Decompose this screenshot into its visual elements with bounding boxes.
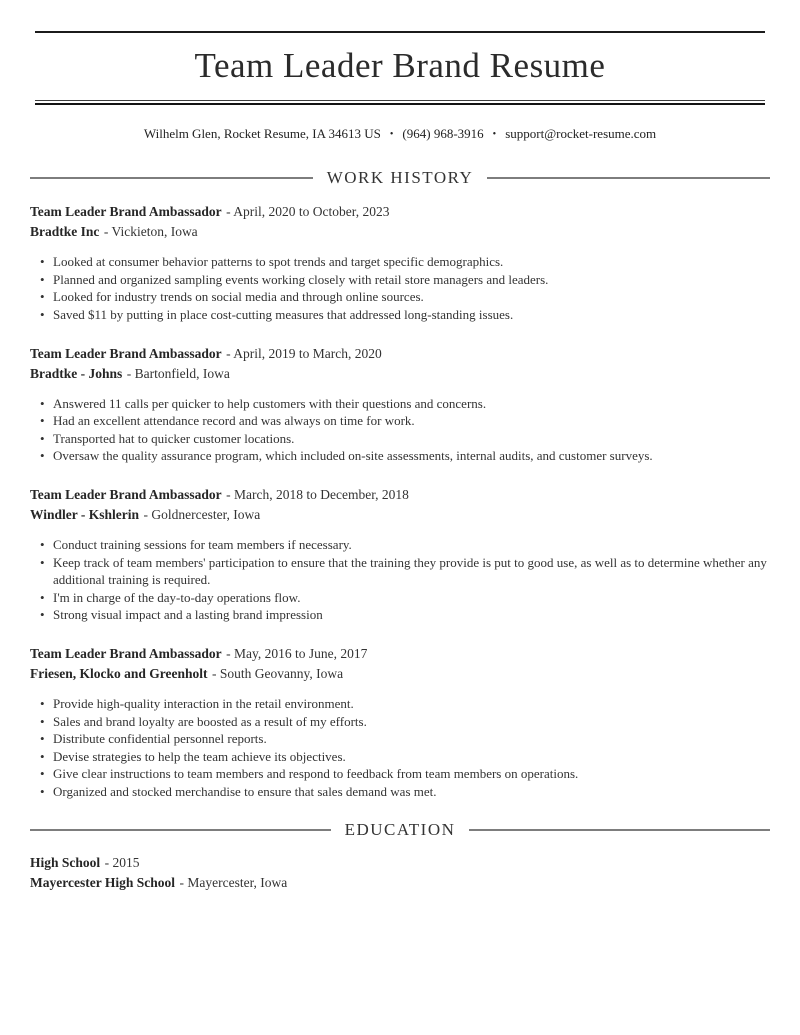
section-education: [30, 820, 770, 840]
job-bullet-list: [30, 536, 770, 624]
job-company: Friesen, Klocko and Greenholt: [30, 665, 208, 681]
job-dates: - May, 2016 to June, 2017: [226, 645, 368, 661]
job-location: - Vickieton, Iowa: [103, 224, 198, 240]
job-bullet: • Provide high-quality interaction in the retail environment.: [30, 695, 770, 713]
job-company-line: [30, 664, 770, 684]
education-school: Mayercester High School: [30, 874, 175, 890]
job-company-line: [30, 505, 770, 525]
contact-address: Wilhelm Glen, Rocket Resume, IA 34613 US: [143, 126, 381, 142]
job-bullet: • Devise strategies to help the team achieve its objectives.: [30, 748, 770, 766]
job-company: Bradtke - Johns: [30, 365, 123, 381]
education-school-line: [30, 873, 770, 893]
divider-line-left: [30, 829, 331, 831]
education-location: - Mayercester, Iowa: [179, 874, 288, 890]
job-location: - Goldnercester, Iowa: [143, 507, 261, 522]
job-dates: - April, 2020 to October, 2023: [226, 204, 390, 220]
job-title: Team Leader Brand Ambassador: [30, 345, 222, 361]
job-title-line: [30, 202, 770, 222]
job-location: - South Geovanny, Iowa: [212, 665, 344, 681]
job-bullet: • Organized and stocked merchandise to ensure that sales demand was met.: [30, 783, 770, 801]
job-location: - Bartonfield, Iowa: [126, 365, 230, 381]
header-bottom-rule: [35, 100, 765, 105]
job-entry-4: [30, 644, 770, 801]
education-degree: High School: [30, 854, 101, 870]
job-bullet: • Looked for industry trends on social media and through online sources.: [30, 288, 770, 306]
job-bullet-list: [30, 253, 770, 323]
contact-phone: (964) 968-3916: [402, 126, 484, 142]
job-company: Windler - Kshlerin: [30, 507, 140, 522]
job-entry-2: [30, 344, 770, 465]
header-top-rule: [35, 31, 765, 33]
education-degree-line: [30, 853, 770, 873]
job-bullet: • Looked at consumer behavior patterns to spot trends and target specific demographics.: [30, 253, 770, 271]
job-bullet: • Give clear instructions to team members and respond to feedback from team members on operations.: [30, 765, 770, 783]
job-bullet: • Planned and organized sampling events working closely with retail store managers and leaders.: [30, 271, 770, 289]
job-title-line: [30, 644, 770, 664]
job-company-line: [30, 222, 770, 242]
job-bullet: • Conduct training sessions for team members if necessary.: [30, 536, 770, 554]
job-dates: - April, 2019 to March, 2020: [226, 345, 382, 361]
job-entry-1: [30, 202, 770, 323]
job-bullet: • Distribute confidential personnel reports.: [30, 730, 770, 748]
job-bullet: • Sales and brand loyalty are boosted as a result of my efforts.: [30, 713, 770, 731]
divider-line-right: [487, 177, 770, 179]
job-bullet: • Keep track of team members' participation to ensure that the training they provide is put to good use, as well as to determine whether any additional training is required.: [30, 554, 770, 589]
job-bullet: • Strong visual impact and a lasting brand impression: [30, 606, 770, 624]
contact-separator-dot: •: [389, 129, 394, 141]
job-entry-3: [30, 485, 770, 624]
job-bullet: • Saved $11 by putting in place cost-cutting measures that addressed long-standing issues.: [30, 306, 770, 324]
job-bullet-list: [30, 695, 770, 801]
job-title: Team Leader Brand Ambassador: [30, 645, 222, 661]
job-bullet: • I'm in charge of the day-to-day operations flow.: [30, 589, 770, 607]
work-history-title: WORK HISTORY: [326, 168, 474, 188]
job-bullet: • Oversaw the quality assurance program, which included on-site assessments, internal audits, and customer surveys.: [30, 447, 770, 465]
job-title: Team Leader Brand Ambassador: [30, 204, 222, 220]
job-title-line: [30, 485, 770, 505]
job-dates: - March, 2018 to December, 2018: [226, 487, 409, 502]
rule-thick-line: [35, 103, 765, 105]
job-company-line: [30, 364, 770, 384]
education-dates: - 2015: [104, 854, 140, 870]
contact-email: support@rocket-resume.com: [505, 126, 657, 142]
job-title-line: [30, 344, 770, 364]
job-bullet: • Had an excellent attendance record and was always on time for work.: [30, 412, 770, 430]
page-title: Team Leader Brand Resume: [194, 46, 606, 85]
divider-line-left: [30, 177, 313, 179]
education-title: EDUCATION: [344, 819, 456, 839]
job-company: Bradtke Inc: [30, 224, 100, 240]
contact-info: [30, 126, 770, 143]
contact-separator-dot: •: [492, 129, 497, 141]
divider-line-right: [469, 829, 770, 831]
job-bullet: • Answered 11 calls per quicker to help customers with their questions and concerns.: [30, 395, 770, 413]
job-bullet-list: [30, 395, 770, 465]
job-bullet: • Transported hat to quicker customer locations.: [30, 430, 770, 448]
education-entry: [30, 853, 770, 893]
job-title: Team Leader Brand Ambassador: [30, 487, 222, 502]
section-work-history: [30, 168, 770, 188]
